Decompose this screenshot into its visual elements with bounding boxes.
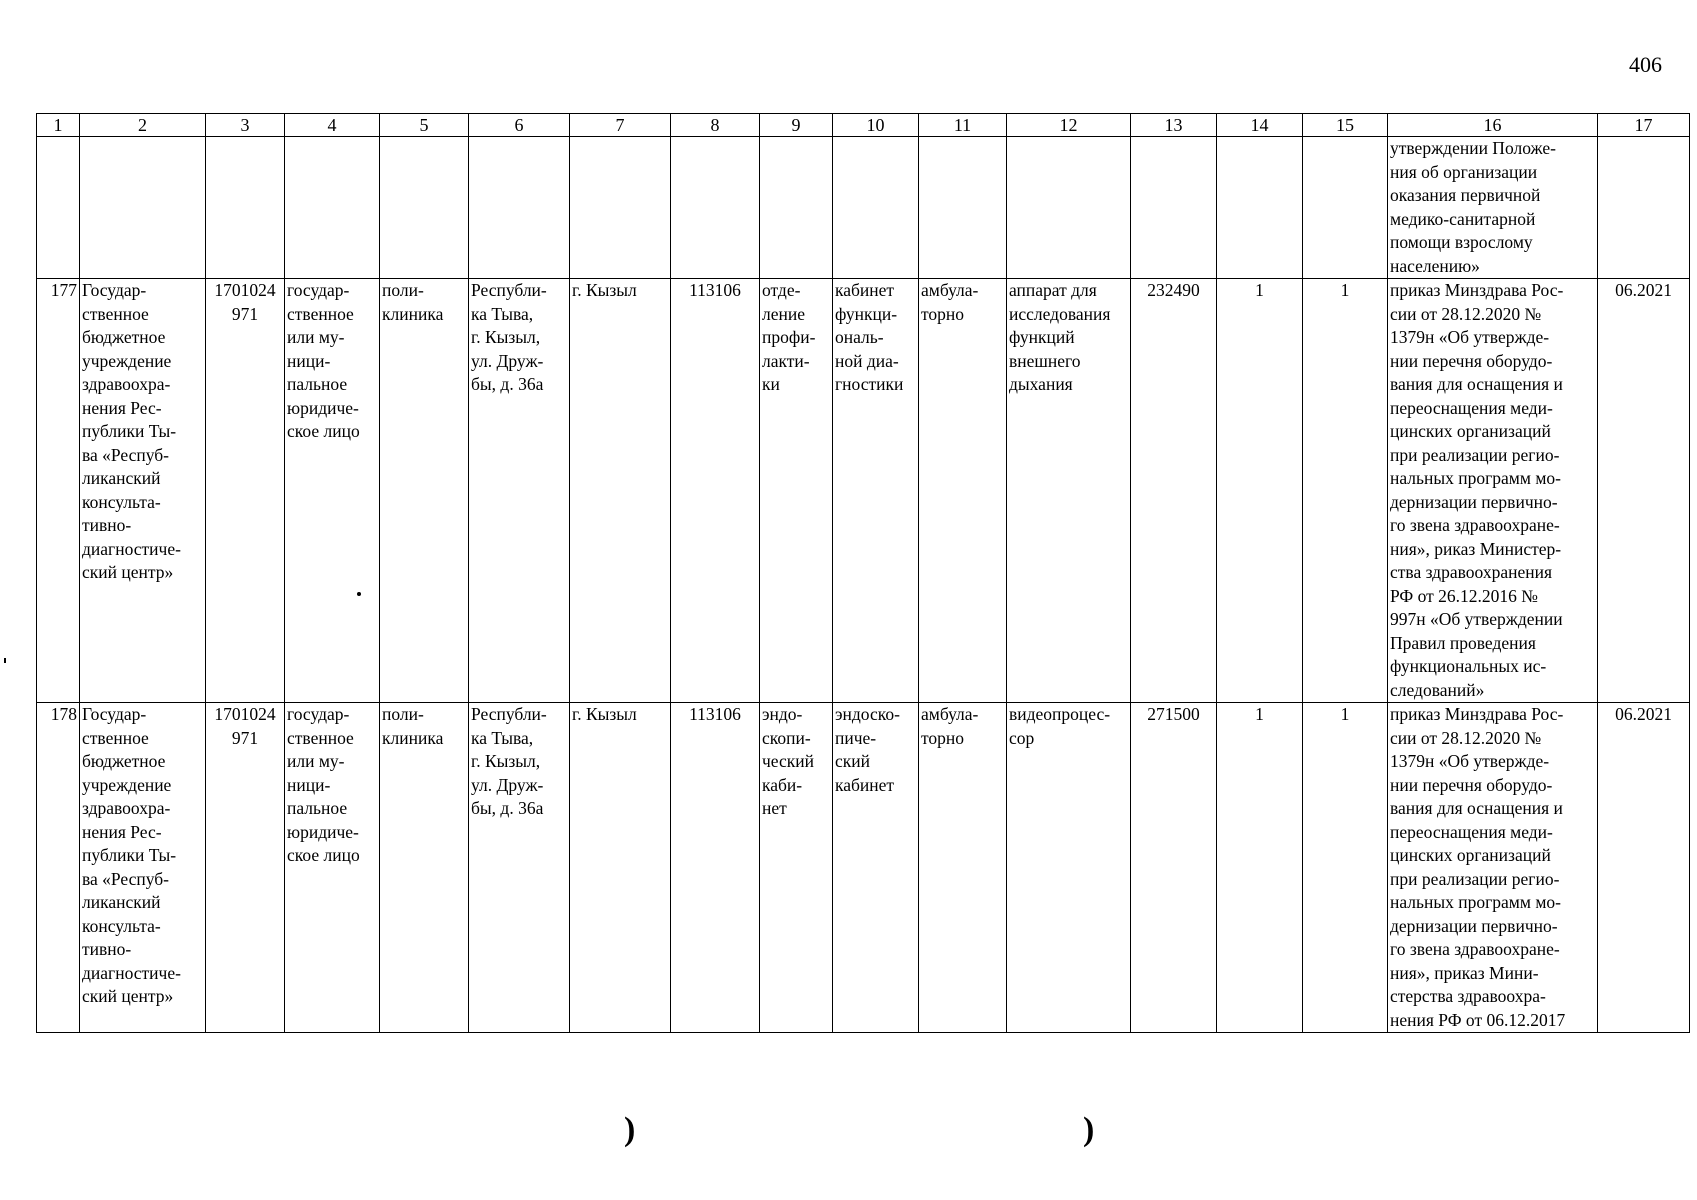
legal-form-cell: государ- ственное или му- ници- пальное юридиче- ское лицо (285, 703, 380, 1033)
care-condition-cell: амбула- торно (919, 279, 1007, 703)
organization-name-cell: Государ- ственное бюджетное учреждение здравоохра- нения Рес- публики Ты- ва «Респуб- ликанский консульта- тивно- диагностиче- ский центр» (80, 703, 206, 1033)
column-header: 9 (760, 114, 833, 137)
locality-cell: г. Кызыл (570, 703, 671, 1033)
equipment-name-cell: видеопроцес- сор (1007, 703, 1131, 1033)
legal-basis-cell: приказ Минздрава Рос- сии от 28.12.2020 № 1379н «Об утвержде- нии перечня оборудо- вания для оснащения и переоснащения меди- цинских организаций при реализации регио- нальных программ мо- дернизации первично- го звена здравоохране- ния», приказ Мини- стерства здравоохра- нения РФ от 06.12.2017 (1388, 703, 1598, 1033)
equipment-name-cell: аппарат для исследования функций внешнего дыхания (1007, 279, 1131, 703)
quantity-cell: 1 (1303, 703, 1388, 1033)
facility-type-cell: поли- клиника (380, 279, 469, 703)
quantity-cell: 1 (1217, 703, 1303, 1033)
scan-edge-mark (4, 658, 6, 663)
table-row (37, 703, 1690, 1033)
quantity-cell: 1 (1217, 279, 1303, 703)
row-number-cell: 177 (37, 279, 80, 703)
legal-basis-cell: утверждении Положе- ния об организации оказания первичной медико-санитарной помощи взрослому населению» (1388, 137, 1598, 279)
code-cell: 113106 (671, 703, 760, 1033)
column-header: 13 (1131, 114, 1217, 137)
bracket-mark-right: ) (1083, 1111, 1095, 1148)
column-header: 11 (919, 114, 1007, 137)
column-header: 17 (1598, 114, 1690, 137)
locality-cell: г. Кызыл (570, 279, 671, 703)
table-row (37, 279, 1690, 703)
page-number: 406 (1629, 52, 1662, 77)
column-header: 12 (1007, 114, 1131, 137)
date-cell: 06.2021 (1598, 279, 1690, 703)
column-header: 1 (37, 114, 80, 137)
department-cell: эндо- скопи- ческий каби- нет (760, 703, 833, 1033)
column-number-header-row (37, 114, 1690, 137)
equipment-code-cell: 232490 (1131, 279, 1217, 703)
department-cell: отде- ление профи- лакти- ки (760, 279, 833, 703)
organization-name-cell: Государ- ственное бюджетное учреждение здравоохра- нения Рес- публики Ты- ва «Респуб- ликанский консульта- тивно- диагностиче- ский центр» (80, 279, 206, 703)
column-header: 8 (671, 114, 760, 137)
column-header: 3 (206, 114, 285, 137)
stray-dot-mark (357, 592, 361, 596)
facility-type-cell: поли- клиника (380, 703, 469, 1033)
unit-cell: кабинет функци- ональ- ной диа- гностики (833, 279, 919, 703)
inn-cell: 1701024 971 (206, 703, 285, 1033)
address-cell: Республи- ка Тыва, г. Кызыл, ул. Друж- бы, д. 36а (469, 279, 570, 703)
bracket-mark-left: ) (624, 1111, 636, 1148)
table-row-continuation (37, 137, 1690, 279)
column-header: 10 (833, 114, 919, 137)
legal-form-cell: государ- ственное или му- ници- пальное юридиче- ское лицо (285, 279, 380, 703)
care-condition-cell: амбула- торно (919, 703, 1007, 1033)
inn-cell: 1701024 971 (206, 279, 285, 703)
date-cell: 06.2021 (1598, 703, 1690, 1033)
column-header: 15 (1303, 114, 1388, 137)
column-header: 6 (469, 114, 570, 137)
code-cell: 113106 (671, 279, 760, 703)
address-cell: Республи- ка Тыва, г. Кызыл, ул. Друж- бы, д. 36а (469, 703, 570, 1033)
column-header: 4 (285, 114, 380, 137)
quantity-cell: 1 (1303, 279, 1388, 703)
equipment-registry-table (36, 113, 1690, 1033)
legal-basis-cell: приказ Минздрава Рос- сии от 28.12.2020 № 1379н «Об утвержде- нии перечня оборудо- вания для оснащения и переоснащения меди- цинских организаций при реализации регио- нальных программ мо- дернизации первично- го звена здравоохране- ния», риказ Министер- ства здравоохранения РФ от 26.12.2016 № 997н «Об утверждении Правил проведения функциональных ис- следований» (1388, 279, 1598, 703)
row-number-cell: 178 (37, 703, 80, 1033)
column-header: 16 (1388, 114, 1598, 137)
column-header: 5 (380, 114, 469, 137)
unit-cell: эндоско- пиче- ский кабинет (833, 703, 919, 1033)
column-header: 7 (570, 114, 671, 137)
equipment-code-cell: 271500 (1131, 703, 1217, 1033)
column-header: 2 (80, 114, 206, 137)
column-header: 14 (1217, 114, 1303, 137)
